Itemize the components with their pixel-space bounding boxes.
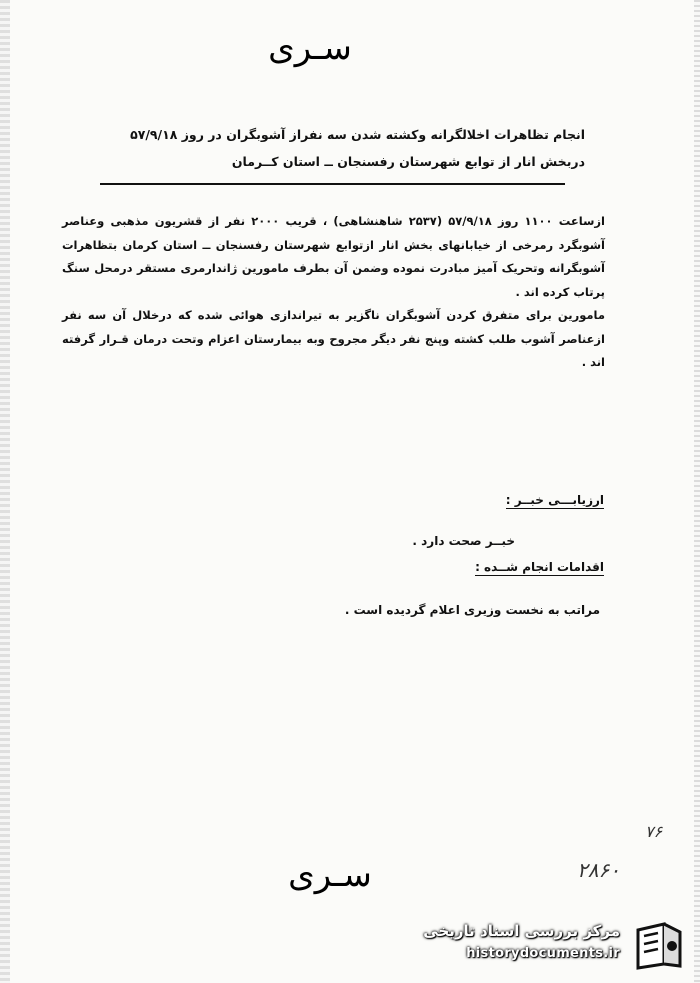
handwritten-document-code: ۲۸۶۰ xyxy=(577,858,620,882)
watermark-site: historydocuments.ir xyxy=(466,946,620,961)
scan-left-edge xyxy=(0,0,10,983)
header-title-line-1: انجام تظاهرات اخلالگرانه وکشته شدن سه نفراز آشوبگران در روز ۵۷/۹/۱۸ xyxy=(130,127,585,142)
header-underline xyxy=(100,183,565,185)
evaluation-label xyxy=(506,493,604,507)
watermark-name: مرکز بررسی اسناد تاریخی xyxy=(423,922,620,940)
report-body xyxy=(62,210,605,375)
evaluation-value: خبــر صحت دارد . xyxy=(412,534,515,548)
header-title-line-2: دربخش انار از توابع شهرستان رفسنجان ــ استان کــرمان xyxy=(231,154,585,169)
archive-watermark xyxy=(420,920,692,972)
scan-right-edge xyxy=(694,0,700,983)
actions-label-text: اقدامات انجام شــده : xyxy=(475,560,604,574)
evaluation-label-text: ارزیابـــی خبــر : xyxy=(505,493,604,507)
report-paragraph-1: ازساعت ۱۱۰۰ روز ۵۷/۹/۱۸ (۲۵۳۷ شاهنشاهی) ، قریب ۲۰۰۰ نفر از قشریون مذهبی وعناصر آشوبگرد رمرخی از خیابانهای بخش انار ازتوابع شهرستان رفسنجان ــ استان کرمان بتظاهرات آشوبگرانه وتحریک آمیز مبادرت نموده وضمن آن بطرف مامورین ژاندارمری مستقر درمحل سنگ پرتاب کرده اند . xyxy=(62,214,605,299)
classification-bottom: سـری xyxy=(288,855,372,895)
actions-label xyxy=(475,560,604,574)
handwritten-margin-mark: ۷۶ xyxy=(645,822,663,841)
classification-top: سـری xyxy=(268,28,352,68)
actions-value: مراتب به نخست وزیری اعلام گردیده است . xyxy=(344,603,600,617)
report-paragraph-2: مامورین برای متفرق کردن آشوبگران ناگزیر به تیراندازی هوائی شده که درخلال آن سه نفر ازعناصر آشوب طلب کشته وپنج نفر دیگر مجروح وبه بیمارستان اعزام وتحت درمان قـرار گرفته اند . xyxy=(62,308,605,369)
archive-logo-icon xyxy=(630,920,686,972)
